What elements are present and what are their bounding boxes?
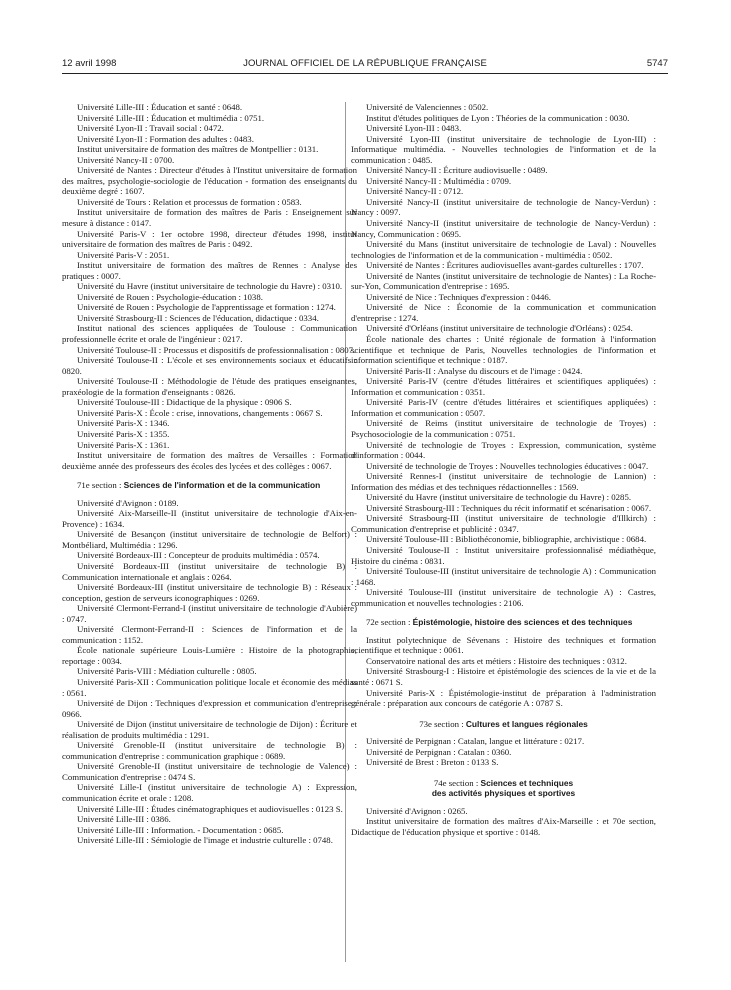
left-paragraphs-a [62, 102, 357, 471]
entry-paragraph: Université Toulouse-II : Institut universitaire professionnalisé médiathèque, Histoire du cinéma : 0831. [351, 544, 656, 566]
entry-paragraph: Université Nancy-II : Multimédia : 0709. [366, 175, 512, 186]
entry-paragraph: Université Bordeaux-III (institut universitaire de technologie B) : Réseaux : conception, gestion de serveurs iconographiques : 0269. [62, 582, 357, 603]
entry-paragraph: Université de Brest : Breton : 0133 S. [366, 757, 499, 768]
entry-paragraph: Université de Nantes (institut universitaire de technologie de Nantes) : La Roche-sur-Yon, Communication d'entreprise : 1695. [351, 270, 656, 292]
entry-paragraph: Université Rennes-I (institut universitaire de technologie de Lannion) : Information des médias et des techniques rédactionnelles : 1569. [351, 471, 656, 492]
section-heading-72 [351, 617, 656, 628]
entry-paragraph: Université Grenoble-II (institut universitaire de technologie de Valence) : Communication d'entreprise : 0474 S. [62, 761, 357, 782]
entry-paragraph: Université Lyon-III : 0483. [366, 123, 462, 134]
entry-paragraph: Université Nancy-II (institut universitaire de technologie de Nancy-Verdun) : Nancy, Communication : 0695. [351, 218, 656, 239]
entry-paragraph: Université Bordeaux-III (institut universitaire de technologie B) : Communication internationale et anglais : 0264. [62, 560, 357, 582]
entry-paragraph: Institut universitaire de formation des maîtres de Paris : Enseignement sur mesure à distance : 0147. [62, 207, 357, 229]
entry-paragraph: Université Toulouse-III : Bibliothéconomie, bibliographie, archivistique : 0684. [366, 534, 647, 545]
entry-paragraph: Université Lille-I (institut universitaire de technologie A) : Expression, communication écrite et orale : 1208. [62, 782, 357, 803]
right-paragraphs-d [351, 806, 656, 838]
entry-paragraph: Université de Perpignan : Catalan, langue et littérature : 0217. [366, 736, 585, 747]
entry-paragraph: Université Toulouse-III (institut universitaire de technologie A) : Castres, communication et nouvelles technologies : 2106. [351, 587, 656, 608]
right-paragraphs-a [351, 102, 656, 608]
right-paragraphs-c [351, 736, 656, 768]
header-date: 12 avril 1998 [62, 58, 117, 69]
entry-paragraph: Université d'Avignon : 0189. [77, 497, 179, 508]
entry-paragraph: Université Lille-III : Éducation et santé : 0648. [77, 102, 243, 112]
section-heading-73 [351, 719, 656, 730]
entry-paragraph: Université de Perpignan : Catalan : 0360. [366, 746, 512, 757]
entry-paragraph: Université Lille-III : Sémiologie de l'image et industrie culturelle : 0748. [77, 835, 333, 846]
entry-paragraph: Université de Besançon (institut universitaire de technologie de Belfort) : Montbéliard, Multimédia : 1296. [62, 529, 357, 550]
entry-paragraph: Université Paris-II : Analyse du discours et de l'image : 0424. [366, 365, 583, 376]
entry-paragraph: Université de Tours : Relation et processus de formation : 0583. [77, 196, 302, 207]
entry-paragraph: Université de Nice : Économie de la communication et communication d'entreprise : 1274. [351, 302, 656, 323]
entry-paragraph: Université Lille-III : Éducation et multimédia : 0751. [77, 112, 265, 123]
section-72-prefix: 72e section : [366, 617, 413, 628]
section-73-title: Cultures et langues régionales [465, 718, 588, 729]
entry-paragraph: Université Paris-IV (centre d'études littéraires et scientifiques appliquées) : Information et communication : 0351. [351, 376, 656, 397]
section-heading-71 [62, 480, 357, 491]
left-paragraphs-b [62, 498, 357, 846]
entry-paragraph: Université de Reims (institut universitaire de technologie de Troyes) : Psychosociologie de la communication : 0751. [351, 418, 656, 439]
entry-paragraph: Université de Nice : Techniques d'expression : 0446. [366, 291, 552, 302]
entry-paragraph: Université Toulouse-II : Méthodologie de l'étude des pratiques enseignantes, praxéologie de la formation d'enseignants : 0826. [62, 376, 357, 397]
right-paragraphs-b [351, 635, 656, 709]
entry-paragraph: Université Nancy-II : 0712. [366, 186, 464, 197]
entry-paragraph: Institut d'études politiques de Lyon : Théories de la communication : 0030. [366, 112, 630, 123]
entry-paragraph: Institut polytechnique de Sévenans : Histoire des techniques et formation scientifique et technique : 0061. [351, 634, 656, 656]
entry-paragraph: Université Toulouse-III : Didactique de la physique : 0906 S. [77, 397, 292, 408]
entry-paragraph: Université de Nantes : Écritures audiovisuelles avant-gardes culturelles : 1707. [366, 260, 644, 271]
entry-paragraph: Université Paris-X : 1361. [77, 439, 170, 450]
entry-paragraph: Université Paris-VIII : Médiation culturelle : 0805. [77, 666, 257, 677]
entry-paragraph: Université de Rouen : Psychologie-éducation : 1038. [77, 291, 263, 302]
entry-paragraph: Université Lille-III : Information. - Documentation : 0685. [77, 824, 284, 835]
entry-paragraph: Université Paris-V : 1er octobre 1998, directeur d'études 1998, institut universitaire de formation des maîtres de Paris : 0492. [62, 228, 357, 250]
entry-paragraph: Université Strasbourg-III (institut universitaire de technologie d'Illkirch) : Communication d'entreprise et publicité : 0347. [351, 513, 656, 534]
section-heading-74 [351, 778, 656, 799]
section-71-title: Sciences de l'information et de la communication [123, 480, 321, 491]
entry-paragraph: Université du Havre (institut universitaire de technologie du Havre) : 0285. [366, 492, 632, 503]
entry-paragraph: Université Strasbourg-II : Sciences de l'éducation, didactique : 0334. [77, 312, 319, 323]
entry-paragraph: Université de technologie de Troyes : Nouvelles technologies éducatives : 0047. [366, 460, 649, 471]
entry-paragraph: Université Lyon-II : Formation des adultes : 0483. [77, 133, 254, 144]
header-rule [62, 73, 668, 74]
entry-paragraph: Université de Dijon (institut universitaire de technologie de Dijon) : Écriture et réalisation de produits multimédia : 1291. [62, 719, 357, 740]
page-header [62, 58, 668, 72]
entry-paragraph: Institut universitaire de formation des maîtres de Versailles : Formation deuxième année des professeurs des écoles des lycées et des collèges : 0067. [62, 450, 357, 471]
entry-paragraph: Université de Rouen : Psychologie de l'apprentissage et formation : 1274. [77, 302, 336, 313]
entry-paragraph: Université Strasbourg-I : Histoire et épistémologie des sciences de la vie et de la santé : 0671 S. [351, 666, 656, 687]
entry-paragraph: Université de Dijon : Techniques d'expression et communication d'entreprise : 0966. [62, 698, 357, 719]
entry-paragraph: Université Lille-III : Études cinématographiques et audiovisuelles : 0123 S. [77, 803, 343, 814]
journal-title: JOURNAL OFFICIEL DE LA RÉPUBLIQUE FRANÇAISE [243, 58, 487, 69]
entry-paragraph: Université de Valenciennes : 0502. [366, 102, 489, 112]
entry-paragraph: Université Paris-XII : Communication politique locale et économie des médias : 0561. [62, 676, 357, 698]
entry-paragraph: Université Clermont-Ferrand-II : Sciences de l'information et de la communication : 1152. [62, 624, 357, 645]
entry-paragraph: Université Nancy-II : 0700. [77, 154, 175, 165]
entry-paragraph: Université Lyon-III (institut universitaire de technologie de Lyon-III) : Informatique multimédia. - Nouvelles technologies de l'information et de la communication : 0485. [351, 133, 656, 165]
entry-paragraph: Université Grenoble-II (institut universitaire de technologie B) : communication d'entreprise : communication graphique : 0689. [62, 740, 357, 761]
entry-paragraph: Université d'Avignon : 0265. [366, 805, 468, 816]
section-73-prefix: 73e section : [419, 718, 466, 729]
entry-paragraph: Université du Havre (institut universitaire de technologie du Havre) : 0310. [77, 281, 343, 292]
entry-paragraph: Université Toulouse-II : Processus et dispositifs de professionnalisation : 0807. [77, 344, 356, 355]
section-74-prefix: 74e section : [433, 777, 481, 788]
entry-paragraph: Université de technologie de Troyes : Expression, communication, système d'information : 0044. [351, 439, 656, 461]
right-column [351, 102, 656, 838]
entry-paragraph: Université Paris-V : 2051. [77, 249, 170, 260]
entry-paragraph: Institut universitaire de formation des maîtres de Montpellier : 0131. [77, 144, 319, 155]
section-74-title-1: Sciences et techniques [480, 777, 574, 788]
entry-paragraph: Université Paris-X : 1355. [77, 428, 170, 439]
section-71-prefix: 71e section : [77, 480, 124, 491]
entry-paragraph: École nationale des chartes : Unité régionale de formation à l'information scientifique et technique de Paris, Nouvelles technologies de l'information et information scientifique et technique : 0187. [351, 334, 656, 366]
entry-paragraph: Université Paris-X : Épistémologie-institut de préparation à l'administration générale : préparation aux concours de catégorie A : 0787 S. [351, 687, 656, 709]
entry-paragraph: Université de Nantes : Directeur d'études à l'Institut universitaire de formation des maîtres, psychologie-sociologie de l'éducation - formation des enseignants du deuxième degré : 1607. [62, 165, 357, 197]
entry-paragraph: École nationale supérieure Louis-Lumière : Histoire de la photographie, reportage : 0034. [62, 645, 357, 666]
entry-paragraph: Institut national des sciences appliquées de Toulouse : Communication professionnelle écrite et orale de l'ingénieur : 0217. [62, 323, 357, 345]
entry-paragraph: Université Lille-III : 0386. [77, 814, 171, 825]
entry-paragraph: Université Nancy-II (institut universitaire de technologie de Nancy-Verdun) : Nancy : 0097. [351, 196, 656, 218]
entry-paragraph: Université Clermont-Ferrand-I (institut universitaire de technologie d'Aubière) : 0747. [62, 603, 357, 624]
left-column [62, 102, 357, 846]
section-72-title: Épistémologie, histoire des sciences et des techniques [412, 617, 633, 628]
entry-paragraph: Université Paris-X : 1346. [77, 418, 170, 429]
entry-paragraph: Université Strasbourg-III : Techniques du récit informatif et scénarisation : 0067. [366, 502, 652, 513]
entry-paragraph: Université Nancy-II : Écriture audiovisuelle : 0489. [366, 165, 548, 176]
entry-paragraph: Université d'Orléans (institut universitaire de technologie d'Orléans) : 0254. [366, 323, 633, 334]
entry-paragraph: Université du Mans (institut universitaire de technologie de Laval) : Nouvelles technologies de l'information et de la communication - multimédia : 0502. [351, 239, 656, 260]
entry-paragraph: Université Toulouse-III (institut universitaire de technologie A) : Communication : 1468. [351, 566, 656, 587]
page-number: 5747 [646, 58, 668, 69]
section-74-title-2: des activités physiques et sportives [431, 788, 576, 799]
entry-paragraph: Université Toulouse-II : L'école et ses environnements sociaux et éducatifs : 0820. [62, 355, 357, 376]
entry-paragraph: Conservatoire national des arts et métiers : Histoire des techniques : 0312. [366, 655, 627, 666]
entry-paragraph: Institut universitaire de formation des maîtres d'Aix-Marseille : et 70e section, Didactique de l'éducation physique et sportive : 0148. [351, 816, 656, 837]
entry-paragraph: Université Paris-IV (centre d'études littéraires et scientifiques appliquées) : Information et communication : 0507. [351, 397, 656, 418]
entry-paragraph: Université Paris-X : École : crise, innovations, changements : 0667 S. [77, 407, 323, 418]
entry-paragraph: Université Bordeaux-III : Concepteur de produits multimédia : 0574. [77, 550, 320, 561]
entry-paragraph: Université Lyon-II : Travail social : 0472. [77, 123, 224, 134]
entry-paragraph: Institut universitaire de formation des maîtres de Rennes : Analyse des pratiques : 0007. [62, 260, 357, 281]
entry-paragraph: Université Aix-Marseille-II (institut universitaire de technologie d'Aix-en-Provence) : 1634. [62, 508, 357, 529]
